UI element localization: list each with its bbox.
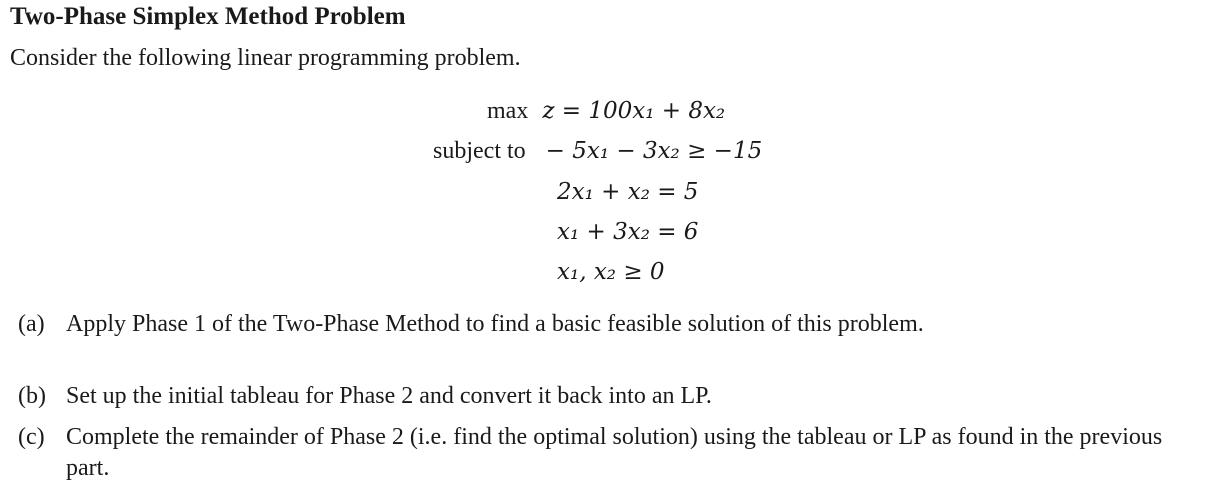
subject-to-label: subject to: [433, 138, 526, 164]
page-title: Two-Phase Simplex Method Problem: [10, 3, 406, 30]
constraint-row: [557, 215, 698, 249]
part-a: [18, 309, 1208, 340]
part-b: [18, 381, 1208, 412]
part-c: [18, 422, 1208, 484]
intro-text: Consider the following linear programming problem.: [10, 45, 521, 71]
constraint-row: [557, 175, 698, 209]
constraint-2: 2x₁ + x₂ = 5: [557, 179, 699, 205]
part-text: Complete the remainder of Phase 2 (i.e. find the optimal solution) using the tableau or LP as found in the previous part.: [66, 424, 1163, 481]
objective-function: z = 100x₁ + 8x₂: [542, 98, 726, 124]
part-text: Set up the initial tableau for Phase 2 and convert it back into an LP.: [66, 383, 712, 409]
objective-label: max: [487, 98, 529, 124]
constraint-row: [433, 134, 762, 168]
nonnegativity-constraint: x₁, x₂ ≥ 0: [557, 259, 665, 285]
objective-row: [487, 94, 725, 128]
part-label: (a): [18, 311, 45, 337]
part-label: (c): [18, 424, 45, 450]
constraint-3: x₁ + 3x₂ = 6: [557, 219, 699, 245]
constraint-row: [557, 255, 665, 289]
constraint-1: − 5x₁ − 3x₂ ≥ −15: [545, 138, 763, 164]
part-label: (b): [18, 383, 46, 409]
part-text: Apply Phase 1 of the Two-Phase Method to find a basic feasible solution of this problem.: [66, 311, 924, 337]
